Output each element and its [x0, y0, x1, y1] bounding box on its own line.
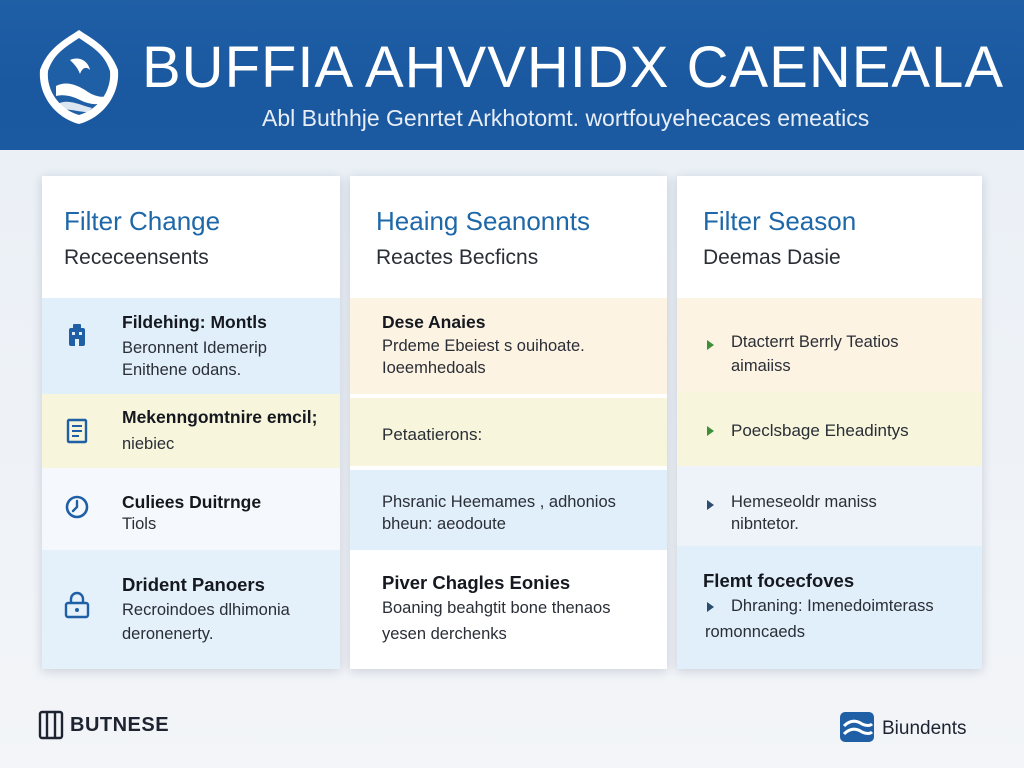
chevron-right-icon: [707, 426, 714, 436]
row-text: Hemeseoldr maniss: [731, 493, 877, 511]
card-header: [677, 176, 982, 298]
row-text: niebiec: [122, 435, 175, 453]
row-text: aimaiiss: [731, 357, 791, 375]
list-item: [350, 550, 667, 669]
list-item: [677, 392, 982, 466]
list-item: [677, 466, 982, 546]
card-filter-change: [42, 176, 340, 669]
list-item: [42, 550, 340, 669]
list-item: [42, 468, 340, 550]
list-item: [350, 298, 667, 394]
footer-brand-label: Biundents: [882, 718, 967, 739]
list-item: [677, 298, 982, 392]
row-text: Enithene odans.: [122, 361, 242, 379]
row-text: Boaning beahgtit bone thenaos: [382, 599, 611, 617]
row-text: romonncaeds: [705, 623, 805, 641]
footer-brand-right: [840, 710, 1000, 744]
card-subtitle: Deemas Dasie: [703, 246, 841, 269]
card-subtitle: Receceensents: [64, 246, 209, 269]
row-text: Dhraning: Imenedoimterass: [731, 597, 934, 615]
card-title: Heaing Seanonnts: [376, 206, 590, 236]
row-text: Poeclsbage Eheadintys: [731, 421, 909, 440]
list-item: [350, 398, 667, 466]
row-title: Fildehing: Montls: [122, 312, 267, 332]
row-title: Flemt focecfoves: [703, 570, 855, 591]
row-text: yesen derchenks: [382, 625, 507, 643]
row-title: Piver Chagles Eonies: [382, 572, 571, 593]
chevron-right-icon: [707, 602, 714, 612]
chevron-right-icon: [707, 340, 714, 350]
list-item: [42, 394, 340, 468]
row-text: Prdeme Ebeiest s ouihoate.: [382, 337, 585, 355]
card-subtitle: Reactes Becficns: [376, 246, 539, 269]
row-text: Ioeemhedoals: [382, 359, 486, 377]
page-subtitle: Abl Buthhje Genrtet Arkhotomt. wortfouyehecaces emeatics: [262, 105, 870, 131]
building-logo-icon: [38, 710, 64, 740]
building-icon: [64, 322, 90, 348]
row-title: Drident Panoers: [122, 574, 265, 595]
clock-icon: [64, 494, 90, 520]
row-text: Beronnent Idemerip: [122, 339, 267, 357]
row-title: Dese Anaies: [382, 312, 486, 332]
list-item: [350, 470, 667, 550]
row-text: nibntetor.: [731, 515, 799, 533]
card-header: [42, 176, 340, 298]
card-title: Filter Season: [703, 206, 857, 236]
row-title: Culiees Duitrnge: [122, 492, 262, 512]
lock-icon: [62, 590, 92, 620]
header-banner: [0, 0, 1024, 150]
row-title: Mekenngomtnire emcil;: [122, 407, 318, 427]
row-text: Petaatierons:: [382, 425, 483, 444]
shield-logo-icon: [36, 26, 122, 126]
row-text: deronenerty.: [122, 625, 214, 643]
footer-brand-label: BUTNESE: [70, 714, 170, 736]
card-header: [350, 176, 667, 298]
page-title: BUFFIA AHVVHIDX CAENEALA: [142, 35, 1005, 100]
document-icon: [64, 418, 90, 444]
row-text: Recroindoes dlhimonia: [122, 601, 290, 619]
card-heating-seasons: [350, 176, 667, 669]
card-title: Filter Change: [64, 206, 221, 236]
chevron-right-icon: [707, 500, 714, 510]
card-filter-season: [677, 176, 982, 669]
row-text: Tiols: [122, 515, 157, 533]
wave-logo-icon: [840, 712, 874, 742]
row-text: Dtacterrt Berrly Teatios: [731, 333, 899, 351]
row-text: Phsranic Heemames , adhonios: [382, 493, 616, 511]
list-item: [677, 546, 982, 669]
row-text: bheun: aeodoute: [382, 515, 506, 533]
list-item: [42, 298, 340, 394]
